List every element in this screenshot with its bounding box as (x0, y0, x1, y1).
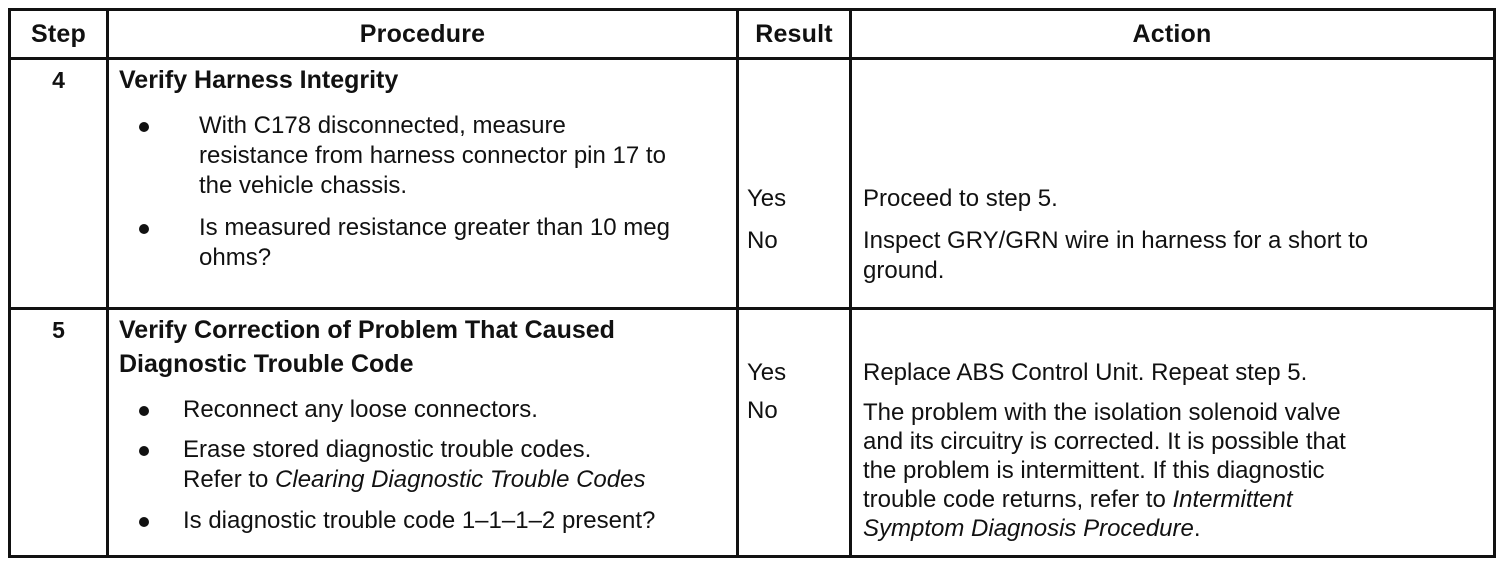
bullet-icon (139, 406, 149, 416)
procedure-bullet: With C178 disconnected, measure resistance from harness connector pin 17 to the vehicle chassis. (139, 111, 729, 203)
procedure-title: Verify Harness Integrity (119, 66, 399, 94)
action-yes: Proceed to step 5. (863, 185, 1058, 212)
result-yes: Yes (747, 359, 787, 386)
procedure-bullet: Erase stored diagnostic trouble codes. Refer to Clearing Diagnostic Trouble Codes (139, 435, 729, 497)
procedure-bullet: Reconnect any loose connectors. (139, 395, 729, 427)
action-no: Inspect GRY/GRN wire in harness for a short to ground. (863, 227, 1369, 284)
bullet-icon (139, 224, 149, 234)
step-number: 4 (52, 67, 65, 93)
result-no: No (747, 397, 778, 424)
procedure-bullet: Is diagnostic trouble code 1–1–1–2 present? (139, 506, 729, 538)
column-divider-result (849, 11, 852, 555)
result-yes: Yes (747, 185, 787, 212)
bullet-icon (139, 122, 149, 132)
column-divider-procedure (736, 11, 739, 555)
row-divider (11, 307, 1493, 310)
action-no: The problem with the isolation solenoid valve and its circuitry is corrected. It is possible that the problem is intermittent. If this diagnostic trouble code returns, refer to Intermittent Symptom Diagnosis Procedure. (863, 399, 1346, 542)
bullet-icon (139, 517, 149, 527)
bullet-icon (139, 446, 149, 456)
header-action: Action (1132, 19, 1212, 48)
header-step: Step (31, 19, 86, 48)
header-result: Result (755, 19, 833, 48)
header-divider (11, 57, 1493, 60)
step-number: 5 (52, 317, 65, 343)
diagnostic-procedure-table (8, 8, 1496, 558)
column-divider-step (106, 11, 109, 555)
header-procedure: Procedure (359, 19, 486, 48)
procedure-title: Verify Correction of Problem That Caused Diagnostic Trouble Code (119, 316, 615, 378)
procedure-bullet: Is measured resistance greater than 10 meg ohms? (139, 213, 729, 275)
result-no: No (747, 227, 778, 254)
action-yes: Replace ABS Control Unit. Repeat step 5. (863, 359, 1308, 386)
